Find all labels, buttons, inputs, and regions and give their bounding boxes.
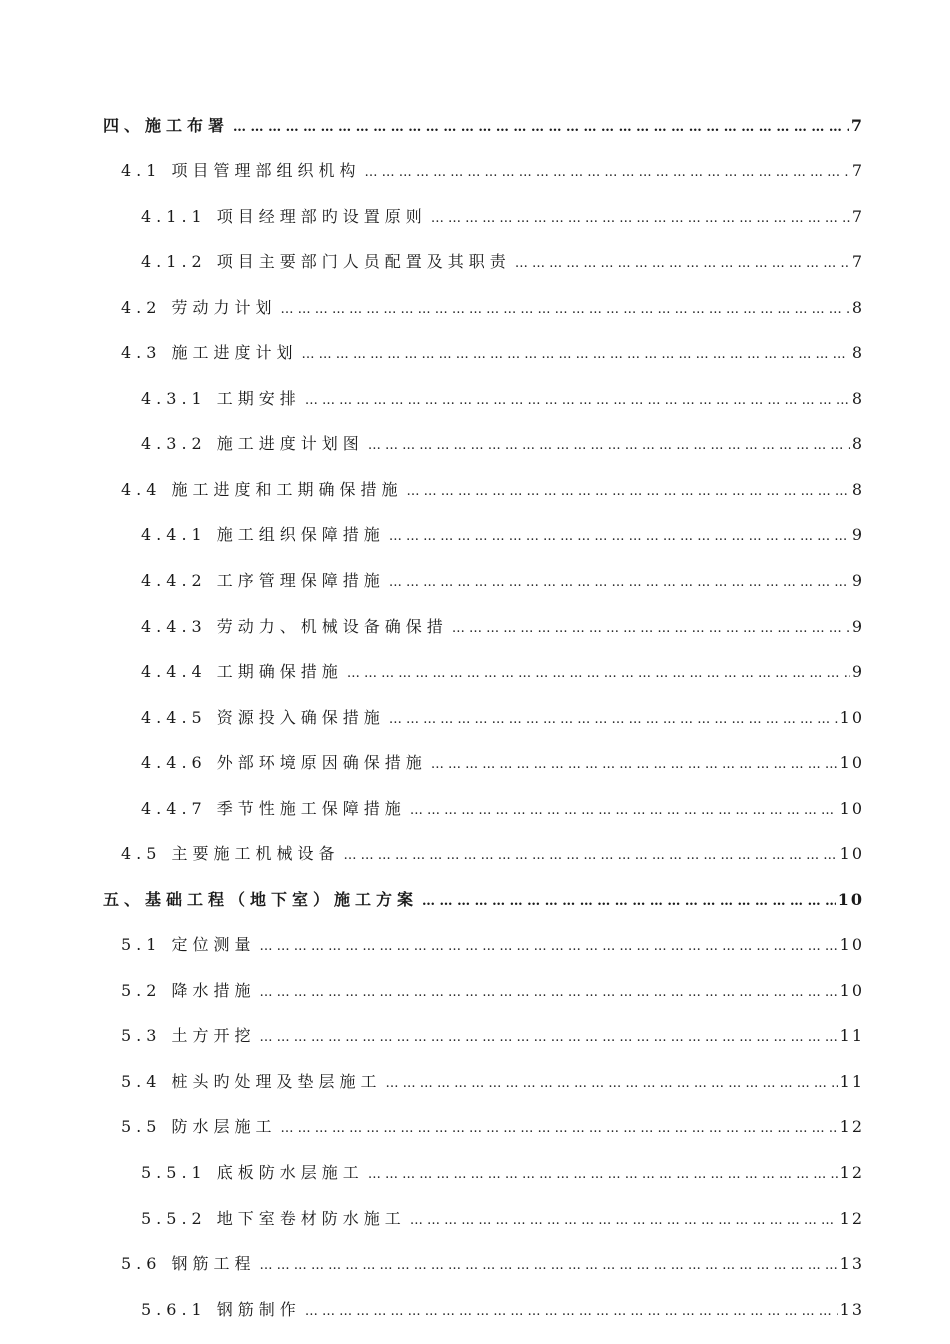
toc-entry-title: 4.1.2 项目主要部门人员配置及其职责 [141,252,511,271]
toc-page-number: 8 [851,389,864,408]
toc-page-number: 13 [839,1254,864,1273]
toc-entry[interactable] [141,1160,862,1186]
toc-entry-title: 5.5 防水层施工 [121,1117,277,1136]
toc-entry-title: 4.3.2 施工进度计划图 [141,434,364,453]
toc-entry-title: 4.1.1 项目经理部旳设置原则 [141,207,427,226]
toc-leader-dots [305,393,850,408]
toc-leader-dots [347,666,850,681]
toc-page-number: 10 [839,981,864,1000]
toc-page-number: 8 [851,434,864,453]
toc-page-number: 10 [839,844,864,863]
toc-leader-dots [260,985,838,1000]
toc-leader-dots [515,256,850,271]
toc-entry-title: 5.6.1 钢筋制作 [141,1300,301,1319]
toc-leader-dots [260,939,838,954]
toc-leader-dots [452,621,850,636]
toc-entry[interactable] [141,659,862,685]
toc-entry-title: 四、施工布署 [103,116,230,135]
toc-entry[interactable] [121,158,862,184]
toc-entry[interactable] [141,705,862,731]
toc-entry[interactable] [141,568,862,594]
toc-entry-title: 5.2 降水措施 [121,981,256,1000]
toc-entry[interactable] [103,113,862,139]
toc-page-number: 10 [839,708,864,727]
toc-leader-dots [368,438,850,453]
toc-page-number: 9 [851,571,864,590]
toc-entry[interactable] [121,978,862,1004]
toc-leader-dots [281,1121,838,1136]
toc-page-number: 10 [839,799,864,818]
toc-leader-dots [233,120,849,135]
toc-leader-dots [344,848,838,863]
toc-entry[interactable] [141,614,862,640]
toc-page-number: 7 [851,252,864,271]
toc-page-number: 10 [837,890,864,909]
toc-entry-title: 5.1 定位测量 [121,935,256,954]
toc-leader-dots [431,757,838,772]
toc-leader-dots [410,1213,838,1228]
toc-entry[interactable] [141,1206,862,1232]
toc-entry-title: 5.5.2 地下室卷材防水施工 [141,1209,406,1228]
toc-entry[interactable] [121,841,862,867]
toc-entry-title: 4.3 施工进度计划 [121,343,298,362]
toc-page-number: 9 [851,662,864,681]
toc-entry-title: 5.4 桩头旳处理及垫层施工 [121,1072,382,1091]
toc-page-number: 9 [851,617,864,636]
toc-leader-dots [407,484,850,499]
toc-page-number: 12 [839,1163,864,1182]
toc-entry-title: 4.4.4 工期确保措施 [141,662,343,681]
toc-entry[interactable] [121,477,862,503]
toc-entry-title: 4.4.3 劳动力、机械设备确保措 [141,617,448,636]
toc-entry[interactable] [121,1069,862,1095]
toc-leader-dots [431,211,850,226]
toc-page-number: 10 [839,935,864,954]
toc-leader-dots [389,529,850,544]
toc-leader-dots [386,1076,838,1091]
toc-leader-dots [365,165,850,180]
toc-entry-title: 4.4.2 工序管理保障措施 [141,571,385,590]
toc-entry-title: 4.4.6 外部环境原因确保措施 [141,753,427,772]
toc-entry[interactable] [141,750,862,776]
toc-leader-dots [281,302,850,317]
toc-entry-title: 4.4.5 资源投入确保措施 [141,708,385,727]
toc-entry-title: 4.5 主要施工机械设备 [121,844,340,863]
toc-page-number: 9 [851,525,864,544]
toc-page-number: 13 [839,1300,864,1319]
toc-entry[interactable] [141,204,862,230]
toc-page-number: 12 [839,1209,864,1228]
toc-entry-title: 5.6 钢筋工程 [121,1254,256,1273]
toc-leader-dots [305,1304,838,1319]
toc-entry[interactable] [121,1114,862,1140]
toc-entry-title: 5.5.1 底板防水层施工 [141,1163,364,1182]
toc-entry-title: 4.2 劳动力计划 [121,298,277,317]
toc-page-number: 10 [839,753,864,772]
toc-page-number: 8 [851,343,864,362]
toc-leader-dots [410,803,838,818]
toc-page-number: 7 [850,116,864,135]
toc-entry-title: 4.4 施工进度和工期确保措施 [121,480,403,499]
toc-leader-dots [389,575,850,590]
toc-leader-dots [302,347,850,362]
toc-entry-title: 4.4.7 季节性施工保障措施 [141,799,406,818]
toc-entry[interactable] [141,249,862,275]
toc-page-number: 8 [851,298,864,317]
toc-page-number: 8 [851,480,864,499]
toc-entry[interactable] [121,295,862,321]
toc-entry[interactable] [141,1297,862,1323]
toc-leader-dots [422,894,836,909]
toc-entry[interactable] [141,431,862,457]
toc-leader-dots [260,1030,838,1045]
toc-entry[interactable] [121,1023,862,1049]
toc-entry[interactable] [103,887,862,913]
toc-entry[interactable] [121,932,862,958]
toc-entry-title: 4.1 项目管理部组织机构 [121,161,361,180]
toc-leader-dots [389,712,838,727]
toc-entry[interactable] [141,796,862,822]
toc-entry[interactable] [141,386,862,412]
toc-entry-title: 4.3.1 工期安排 [141,389,301,408]
toc-entry[interactable] [141,522,862,548]
toc-page-number: 7 [851,161,864,180]
toc-page-number: 11 [839,1072,864,1091]
toc-leader-dots [368,1167,838,1182]
toc-page-number: 12 [839,1117,864,1136]
toc-page-number: 7 [851,207,864,226]
toc-page-number: 11 [839,1026,864,1045]
toc-entry[interactable] [121,1251,862,1277]
toc-leader-dots [260,1258,838,1273]
toc-entry-title: 5.3 土方开挖 [121,1026,256,1045]
toc-entry-title: 五、基础工程（地下室）施工方案 [103,890,419,909]
toc-entry[interactable] [121,340,862,366]
toc-entry-title: 4.4.1 施工组织保障措施 [141,525,385,544]
